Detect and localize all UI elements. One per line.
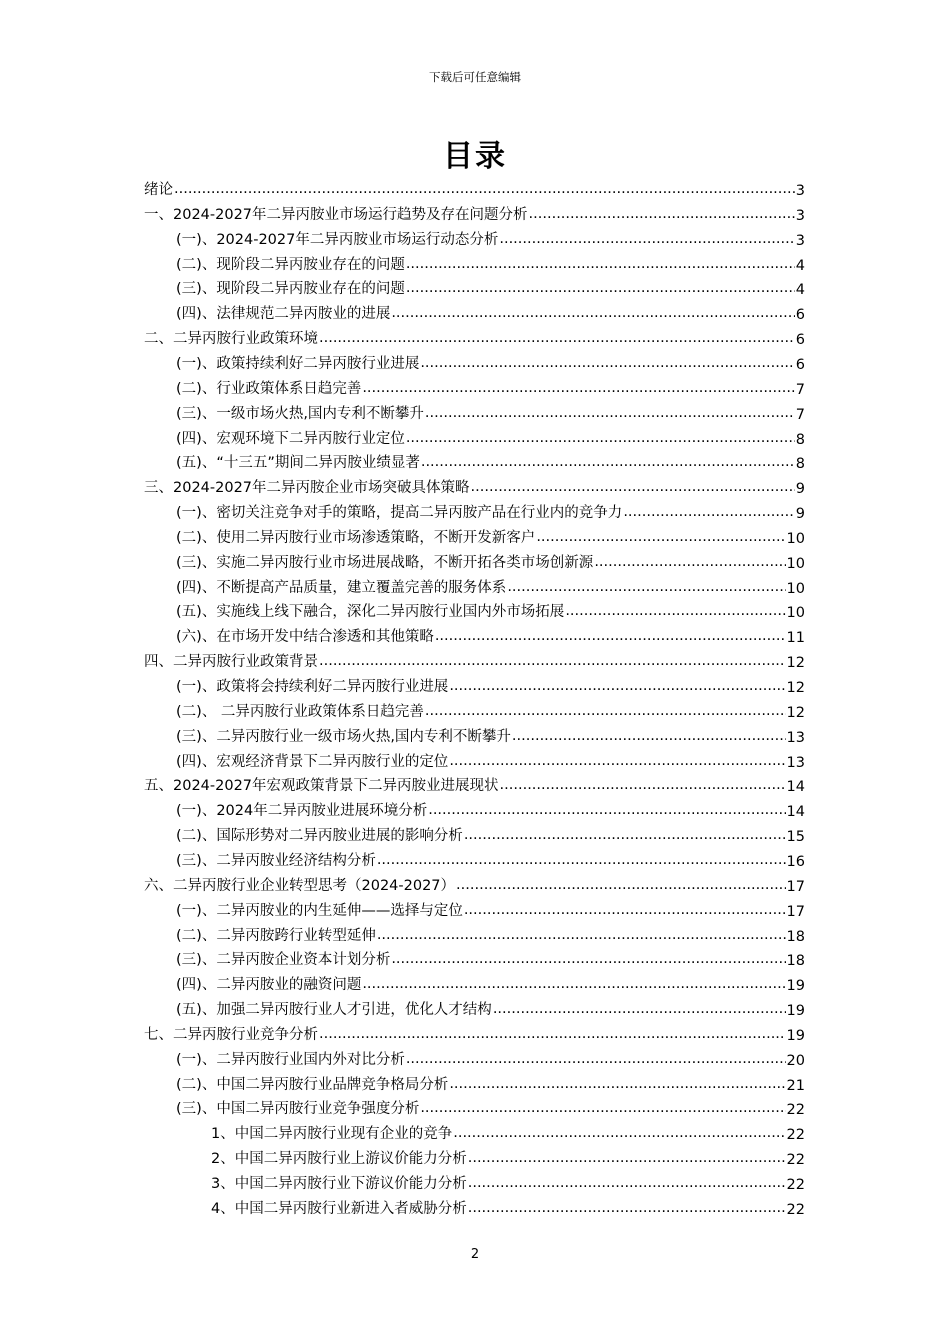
toc-entry-label: (一)、2024年二异丙胺业进展环境分析: [176, 803, 428, 820]
toc-leader-dots: [391, 949, 785, 969]
toc-entry-label: 绪论: [144, 182, 173, 198]
toc-leader-dots: [565, 601, 785, 621]
toc-leader-dots: [406, 428, 795, 448]
toc-entry-label: 一、2024-2027年二异丙胺业市场运行趋势及存在问题分析: [144, 206, 528, 223]
toc-entry-page: 15: [786, 829, 805, 846]
toc-entry[interactable]: [211, 1144, 805, 1168]
toc-leader-dots: [421, 452, 795, 472]
toc-entry-page: 22: [786, 1102, 805, 1119]
toc-entry-label: (一)、二异丙胺行业国内外对比分析: [176, 1051, 405, 1068]
toc-leader-dots: [406, 278, 795, 298]
toc-entry[interactable]: [176, 672, 805, 696]
toc-entry-label: (四)、宏观环境下二异丙胺行业定位: [176, 430, 405, 447]
toc-entry-page: 13: [786, 754, 805, 771]
toc-entry[interactable]: [176, 796, 805, 820]
toc-entry-label: (三)、二异丙胺行业一级市场火热,国内专利不断攀升: [176, 728, 511, 745]
toc-entry-page: 19: [786, 1003, 805, 1020]
toc-entry-page: 20: [786, 1052, 805, 1069]
toc-entry[interactable]: [176, 970, 805, 994]
toc-leader-dots: [512, 726, 786, 746]
toc-entry-page: 8: [795, 456, 805, 473]
toc-leader-dots: [536, 527, 785, 547]
toc-leader-dots: [428, 800, 785, 820]
toc-entry-label: (三)、实施二异丙胺行业市场进展战略，不断开拓各类市场创新源: [176, 554, 594, 571]
toc-entry[interactable]: [176, 995, 805, 1019]
toc-entry[interactable]: [211, 1119, 805, 1143]
toc-entry-label: (一)、密切关注竞争对手的策略，提高二异丙胺产品在行业内的竞争力: [176, 505, 623, 522]
toc-leader-dots: [507, 577, 785, 597]
toc-entry-page: 6: [795, 332, 805, 349]
toc-entry-label: 三、2024-2027年二异丙胺企业市场突破具体策略: [144, 480, 470, 497]
toc-entry-label: 3、中国二异丙胺行业下游议价能力分析: [211, 1176, 467, 1192]
toc-entry-page: 22: [786, 1201, 805, 1218]
toc-entry[interactable]: [144, 871, 805, 895]
toc-leader-dots: [471, 477, 795, 497]
toc-entry-page: 10: [786, 530, 805, 547]
toc-entry-page: 10: [786, 580, 805, 597]
toc-entry-label: (四)、不断提高产品质量，建立覆盖完善的服务体系: [176, 579, 507, 596]
toc-entry[interactable]: [176, 349, 805, 373]
toc-entry[interactable]: [176, 846, 805, 870]
toc-entry[interactable]: [144, 324, 805, 348]
toc-leader-dots: [425, 403, 795, 423]
toc-entry-page: 22: [786, 1152, 805, 1169]
toc-leader-dots: [319, 1024, 786, 1044]
toc-leader-dots: [406, 254, 795, 274]
toc-entry-page: 3: [795, 207, 805, 224]
toc-entry-label: (五)、加强二异丙胺行业人才引进，优化人才结构: [176, 1002, 492, 1019]
toc-entry-label: (六)、在市场开发中结合渗透和其他策略: [176, 629, 434, 646]
toc-leader-dots: [529, 204, 795, 224]
toc-entry-page: 19: [786, 978, 805, 995]
toc-entry[interactable]: [144, 473, 805, 497]
toc-entry-label: 五、2024-2027年宏观政策背景下二异丙胺业进展现状: [144, 778, 499, 795]
toc-entry-label: (二)、 二异丙胺行业政策体系日趋完善: [176, 703, 424, 720]
toc-entry-page: 11: [786, 630, 805, 647]
toc-entry[interactable]: [176, 250, 805, 274]
toc-entry-page: 7: [795, 406, 805, 423]
toc-leader-dots: [464, 825, 786, 845]
toc-entry[interactable]: [144, 647, 805, 671]
toc-entry[interactable]: [176, 722, 805, 746]
toc-entry[interactable]: [144, 200, 805, 224]
toc-entry-label: 七、二异丙胺行业竞争分析: [144, 1026, 318, 1043]
toc-entry-page: 22: [786, 1127, 805, 1144]
toc-leader-dots: [468, 1148, 786, 1168]
toc-entry-label: (二)、行业政策体系日趋完善: [176, 380, 362, 397]
toc-entry-label: (二)、中国二异丙胺行业品牌竞争格局分析: [176, 1076, 449, 1093]
toc-entry-label: 2、中国二异丙胺行业上游议价能力分析: [211, 1151, 467, 1168]
page-number: 2: [470, 1247, 480, 1262]
toc-entry-page: 22: [786, 1177, 805, 1193]
toc-entry[interactable]: [176, 498, 805, 522]
toc-entry-label: 六、二异丙胺行业企业转型思考（2024-2027）: [144, 877, 456, 894]
toc-leader-dots: [453, 1123, 785, 1143]
toc-entry-page: 18: [786, 953, 805, 970]
toc-entry-label: 1、中国二异丙胺行业现有企业的竞争: [211, 1126, 453, 1143]
toc-leader-dots: [493, 999, 786, 1019]
toc-leader-dots: [449, 676, 785, 696]
toc-entry-page: 3: [795, 232, 805, 249]
toc-entry-label: (二)、二异丙胺跨行业转型延伸: [176, 927, 376, 944]
toc-entry-page: 10: [786, 605, 805, 622]
toc-entry-label: 四、二异丙胺行业政策背景: [144, 654, 318, 671]
toc-entry[interactable]: [176, 448, 805, 472]
toc-leader-dots: [435, 626, 786, 646]
toc-entry[interactable]: [176, 1045, 805, 1069]
toc-entry[interactable]: [176, 597, 805, 621]
toc-entry-page: 12: [786, 704, 805, 721]
toc-leader-dots: [391, 303, 794, 323]
toc-entry-label: (三)、现阶段二异丙胺业存在的问题: [176, 281, 405, 298]
toc-entry-label: (三)、中国二异丙胺行业竞争强度分析: [176, 1101, 420, 1118]
toc-entry[interactable]: [144, 1020, 805, 1044]
toc-entry[interactable]: [176, 424, 805, 448]
toc-entry-label: (四)、宏观经济背景下二异丙胺行业的定位: [176, 753, 449, 770]
toc-entry[interactable]: [211, 1194, 805, 1218]
toc-entry[interactable]: [144, 771, 805, 795]
toc-entry-page: 12: [786, 680, 805, 696]
toc-leader-dots: [449, 1074, 785, 1094]
toc-leader-dots: [420, 1098, 785, 1118]
toc-entry-label: (四)、二异丙胺业的融资问题: [176, 977, 362, 994]
toc-entry-page: 14: [786, 779, 805, 796]
toc-entry-label: (三)、二异丙胺企业资本计划分析: [176, 952, 391, 969]
toc-entry[interactable]: [144, 175, 805, 199]
toc-entry-label: (一)、政策将会持续利好二异丙胺行业进展: [176, 679, 449, 695]
toc-entry[interactable]: [176, 697, 805, 721]
toc-entry-page: 6: [795, 307, 805, 324]
toc-entry-page: 21: [786, 1077, 805, 1094]
toc-leader-dots: [362, 974, 785, 994]
toc-entry[interactable]: [176, 573, 805, 597]
toc-entry-page: 19: [786, 1027, 805, 1044]
toc-entry-page: 8: [795, 431, 805, 448]
toc-entry-page: 14: [786, 804, 805, 821]
page-header: 下载后可任意编辑: [429, 70, 521, 84]
toc-entry[interactable]: [176, 399, 805, 423]
toc-entry[interactable]: [176, 921, 805, 945]
toc-leader-dots: [468, 1198, 786, 1218]
page-title: 目录: [443, 139, 507, 174]
toc-leader-dots: [499, 229, 794, 249]
toc-leader-dots: [174, 179, 795, 199]
toc-entry-label: (一)、二异丙胺业的内生延伸——选择与定位: [176, 902, 463, 919]
toc-entry[interactable]: [176, 1094, 805, 1118]
toc-leader-dots: [623, 502, 794, 522]
toc-leader-dots: [319, 328, 795, 348]
toc-entry[interactable]: [176, 945, 805, 969]
toc-entry-page: 12: [786, 655, 805, 672]
toc-entry-page: 7: [795, 381, 805, 398]
toc-leader-dots: [319, 651, 786, 671]
toc-entry[interactable]: [176, 374, 805, 398]
toc-entry-label: 二、二异丙胺行业政策环境: [144, 331, 318, 348]
toc-entry-label: (二)、使用二异丙胺行业市场渗透策略，不断开发新客户: [176, 529, 536, 546]
toc-leader-dots: [456, 875, 786, 895]
toc-entry-page: 9: [795, 506, 805, 523]
toc-entry-page: 13: [786, 729, 805, 746]
toc-entry-label: (二)、现阶段二异丙胺业存在的问题: [176, 256, 405, 273]
toc-entry-label: (二)、国际形势对二异丙胺业进展的影响分析: [176, 828, 463, 845]
toc-entry[interactable]: [176, 274, 805, 298]
toc-entry-page: 17: [786, 878, 805, 895]
toc-entry-label: (五)、“十三五”期间二异丙胺业绩显著: [176, 455, 420, 472]
toc-leader-dots: [468, 1173, 786, 1193]
toc-leader-dots: [362, 378, 794, 398]
toc-entry-page: 3: [795, 183, 805, 199]
toc-entry[interactable]: [176, 1070, 805, 1094]
toc-leader-dots: [500, 775, 786, 795]
toc-entry[interactable]: [211, 1169, 805, 1193]
toc-leader-dots: [377, 850, 786, 870]
toc-entry-page: 18: [786, 928, 805, 945]
toc-entry-label: (五)、实施线上线下融合，深化二异丙胺行业国内外市场拓展: [176, 604, 565, 621]
toc-entry-page: 4: [795, 257, 805, 274]
toc-entry[interactable]: [176, 896, 805, 920]
toc-entry-page: 6: [795, 356, 805, 373]
toc-entry-page: 16: [786, 853, 805, 870]
toc-entry-label: (四)、法律规范二异丙胺业的进展: [176, 306, 391, 323]
toc-leader-dots: [420, 353, 794, 373]
toc-leader-dots: [449, 751, 785, 771]
toc-entry[interactable]: [176, 548, 805, 572]
toc-entry-label: 4、中国二异丙胺行业新进入者威胁分析: [211, 1200, 467, 1217]
toc-entry[interactable]: [176, 821, 805, 845]
toc-entry-label: (一)、政策持续利好二异丙胺行业进展: [176, 355, 420, 372]
toc-entry[interactable]: [176, 747, 805, 771]
toc-leader-dots: [425, 701, 786, 721]
toc-entry[interactable]: [176, 225, 805, 249]
toc-entry[interactable]: [176, 299, 805, 323]
toc-leader-dots: [464, 900, 786, 920]
toc-entry-label: (三)、一级市场火热,国内专利不断攀升: [176, 405, 424, 422]
toc-entry-page: 9: [795, 481, 805, 498]
toc-entry-page: 17: [786, 903, 805, 920]
toc-leader-dots: [406, 1049, 786, 1069]
toc-entry[interactable]: [176, 523, 805, 547]
toc-entry-page: 4: [795, 282, 805, 299]
toc-leader-dots: [377, 925, 786, 945]
toc-entry-label: (三)、二异丙胺业经济结构分析: [176, 852, 376, 869]
toc-leader-dots: [594, 552, 785, 572]
toc-entry-label: (一)、2024-2027年二异丙胺业市场运行动态分析: [176, 231, 499, 248]
toc-entry-page: 10: [786, 555, 805, 572]
toc-entry[interactable]: [176, 622, 805, 646]
